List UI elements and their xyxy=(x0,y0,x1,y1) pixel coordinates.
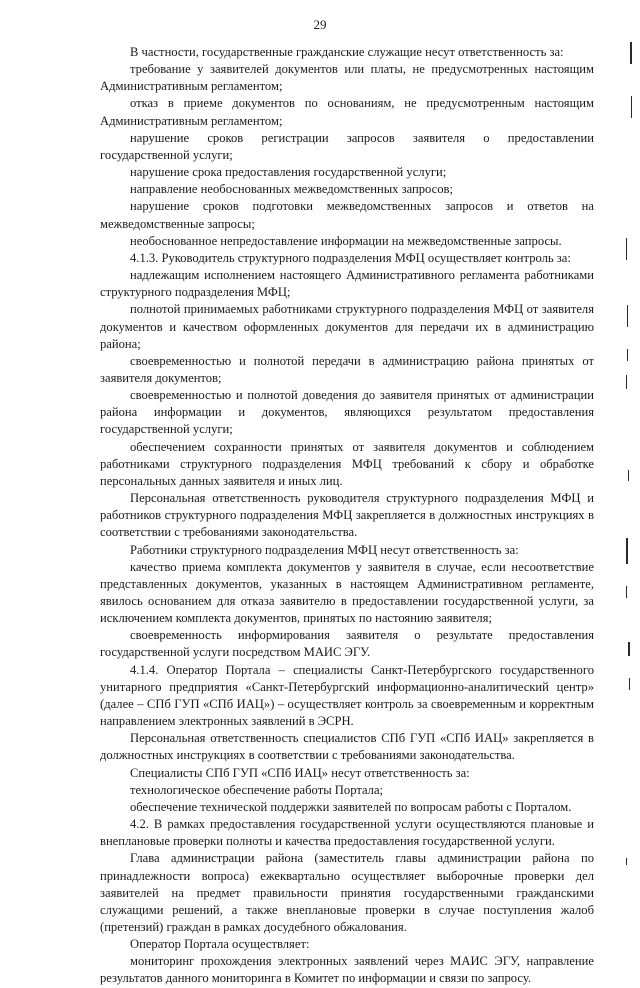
paragraph: Оператор Портала осуществляет: xyxy=(130,937,310,952)
paragraph: обеспечение технической поддержки заявителей по вопросам работы с Порталом. xyxy=(130,799,572,814)
paragraph: требование у заявителей документов или платы, не предусмотренных настоящим Административным регламентом; xyxy=(100,62,594,94)
paragraph: качество приема комплекта документов у заявителя в случае, если несоответствие представленных документов, указанных в настоящем Административном регламенте, явилось основанием для отказа заявителю в предоставлении государственной услуги, за исключением комплекта документов, принятых по настоянию заявителя; xyxy=(100,559,594,626)
scan-mark xyxy=(626,375,627,389)
paragraph: Специалисты СПб ГУП «СПб ИАЦ» несут ответственность за: xyxy=(130,765,470,780)
paragraph: обеспечением сохранности принятых от заявителя документов и соблюдением работниками структурного подразделения МФЦ требований к сбору и обработке персональных данных заявителя и иных лиц. xyxy=(100,439,594,488)
paragraph: 4.2. В рамках предоставления государственной услуги осуществляются плановые и внеплановые проверки полноты и качества предоставления государственной услуги. xyxy=(100,817,594,849)
paragraph: 4.1.3. Руководитель структурного подразделения МФЦ осуществляет контроль за: xyxy=(130,250,571,265)
scan-mark xyxy=(630,42,632,64)
scan-mark xyxy=(627,305,628,327)
document-body xyxy=(100,44,594,988)
scan-mark xyxy=(626,538,628,564)
paragraph: 4.1.4. Оператор Портала – специалисты Санкт-Петербургского государственного унитарного предприятия «Санкт-Петербургский информационно-аналитический центр» (далее – СПб ГУП «СПб ИАЦ») – осуществляет контроль за своевременным и корректным направлением электронных заявлений в ЭСРН. xyxy=(100,662,594,729)
paragraph: своевременностью и полнотой доведения до заявителя принятых от администрации района информации и документов, являющихся результатом предоставления государственной услуги; xyxy=(100,388,594,437)
paragraph: Глава администрации района (заместитель главы администрации района по принадлежности вопроса) ежеквартально осуществляет выборочные проверки дел заявителей на предмет правильности принятия государственными гражданскими служащими решений, а также внеплановые проверки в случае поступления жалоб (претензий) граждан в рамках досудебного обжалования. xyxy=(100,851,594,934)
paragraph: своевременностью и полнотой передачи в администрацию района принятых от заявителя документов; xyxy=(100,353,594,385)
scan-mark xyxy=(631,96,632,118)
paragraph: нарушение сроков подготовки межведомственных запросов и ответов на межведомственные запросы; xyxy=(100,199,594,231)
scan-mark xyxy=(629,678,630,690)
scan-mark xyxy=(626,238,627,260)
paragraph: В частности, государственные гражданские служащие несут ответственность за: xyxy=(130,45,564,59)
paragraph: Персональная ответственность руководителя структурного подразделения МФЦ и работников структурного подразделения МФЦ закрепляется в должностных инструкциях в соответствии с требованиями законодательства. xyxy=(100,491,594,540)
paragraph: полнотой принимаемых работниками структурного подразделения МФЦ от заявителя документов и качеством оформленных документов для передачи их в администрацию района; xyxy=(100,302,594,351)
paragraph: направление необоснованных межведомственных запросов; xyxy=(130,182,453,197)
paragraph: нарушение сроков регистрации запросов заявителя о предоставлении государственной услуги; xyxy=(100,130,594,162)
paragraph: необоснованное непредоставление информации на межведомственные запросы. xyxy=(130,233,562,248)
paragraph: надлежащим исполнением настоящего Административного регламента работниками структурного подразделения МФЦ; xyxy=(100,268,594,300)
paragraph: мониторинг прохождения электронных заявлений через МАИС ЭГУ, направление результатов данного мониторинга в Комитет по информации и связи по запросу. xyxy=(100,954,594,986)
paragraph: своевременность информирования заявителя о результате предоставления государственной услуги посредством МАИС ЭГУ. xyxy=(100,628,594,660)
paragraph: отказ в приеме документов по основаниям, не предусмотренным настоящим Административным регламентом; xyxy=(100,96,594,128)
scan-mark xyxy=(628,642,630,656)
scan-mark xyxy=(627,349,628,361)
scan-mark xyxy=(626,858,627,865)
paragraph: Работники структурного подразделения МФЦ несут ответственность за: xyxy=(130,542,519,557)
scan-mark xyxy=(628,470,629,481)
paragraph: нарушение срока предоставления государственной услуги; xyxy=(130,165,447,180)
page-number: 29 xyxy=(313,17,327,32)
paragraph: технологическое обеспечение работы Портала; xyxy=(130,782,384,797)
scan-mark xyxy=(626,586,627,598)
paragraph: Персональная ответственность специалистов СПб ГУП «СПб ИАЦ» закрепляется в должностных инструкциях в соответствии с требованиями законодательства. xyxy=(100,731,594,763)
